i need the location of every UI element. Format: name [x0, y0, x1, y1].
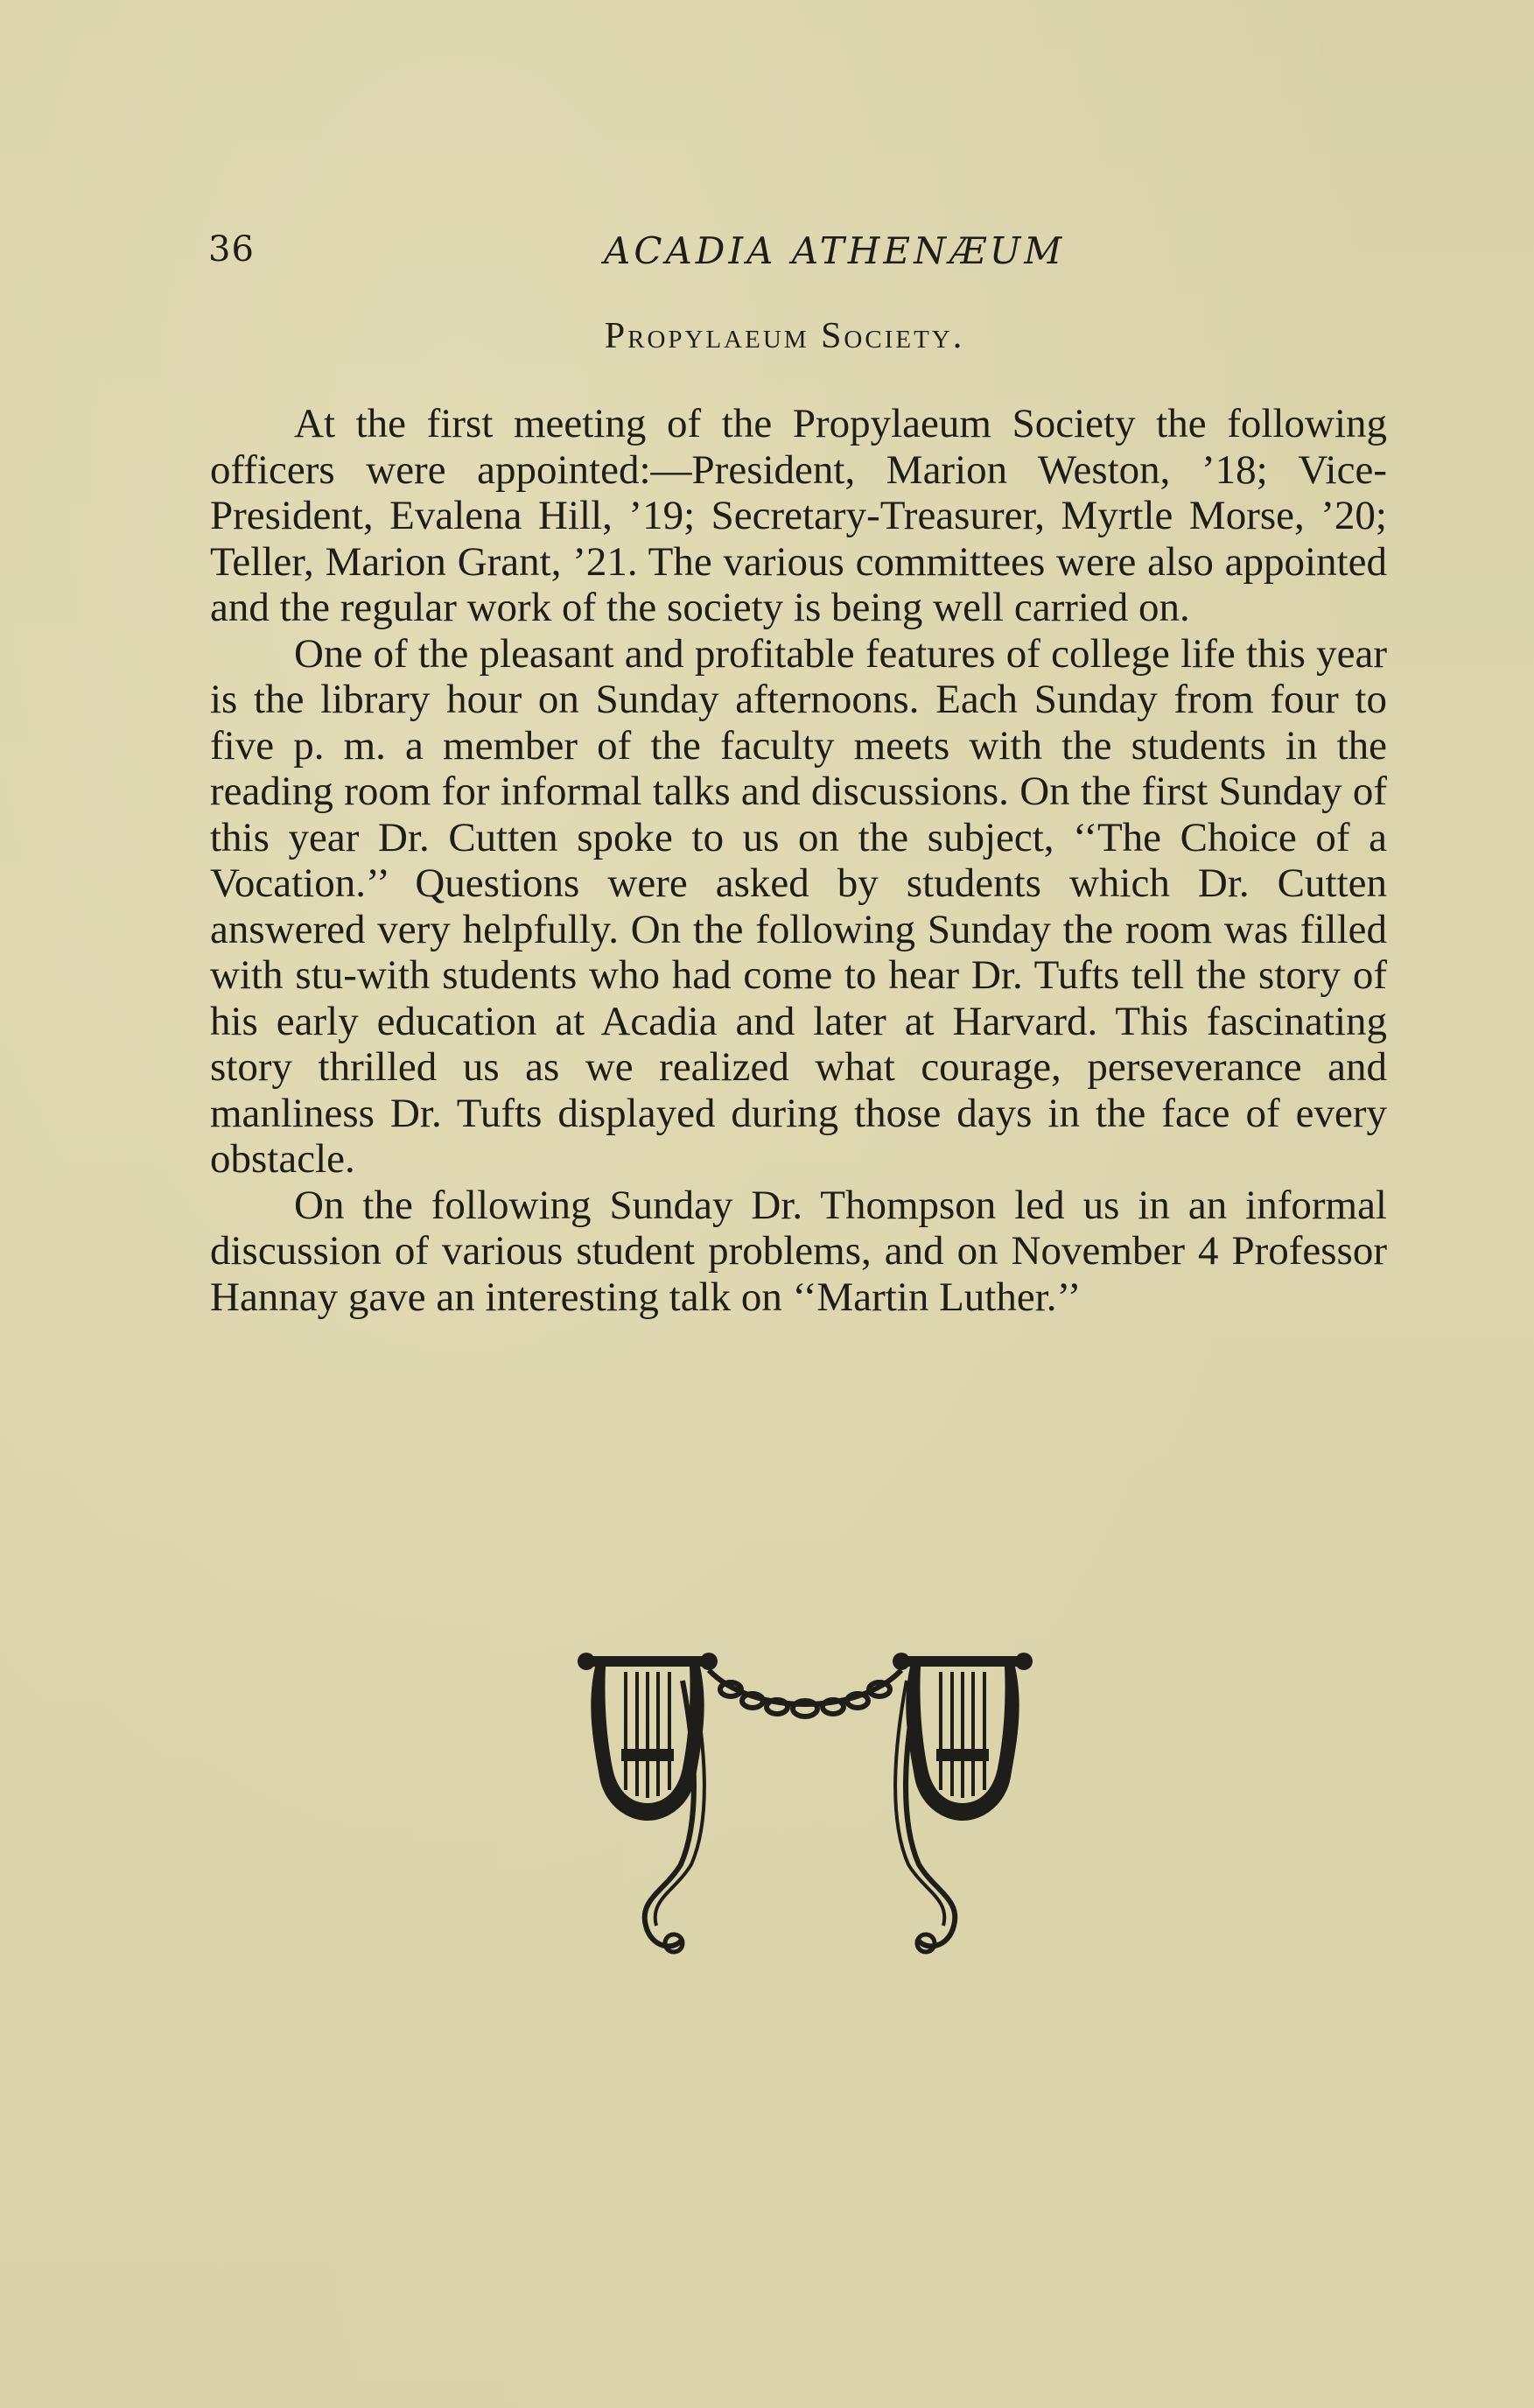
lyre-ornament-icon [578, 1646, 1033, 1969]
right-lyre-icon [893, 1653, 1033, 1952]
left-lyre-icon [578, 1653, 718, 1952]
section-title: Propylaeum Society. [604, 316, 965, 356]
paragraph: At the first meeting of the Propylaeum Society the following officers were appointed:—President, Marion Weston, ’18; Vice-President, Evalena Hill, ’19; Secretary-Treasurer, Myrtle Morse, ’20; Teller, Marion Grant, ’21. The various committees were also appointed and the regular work of the society is being well carried on. [210, 401, 1387, 630]
article-body [210, 401, 1387, 1320]
running-title: ACADIA ATHENÆUM [604, 229, 1066, 272]
page-number: 36 [208, 229, 255, 270]
paragraph: On the following Sunday Dr. Thompson led us in an informal discussion of various student problems, and on November 4 Professor Hannay gave an interesting talk on ‘‘Martin Luther.’’ [210, 1182, 1387, 1320]
paragraph: One of the pleasant and profitable features of college life this year is the library hour on Sunday afternoons. Each Sunday from four to five p. m. a member of the faculty meets with the students in the reading room for informal talks and discussions. On the first Sunday of this year Dr. Cutten spoke to us on the subject, ‘‘The Choice of a Vocation.’’ Questions were asked by students which Dr. Cutten answered very helpfully. On the following Sunday the room was filled with stu-with students who had come to hear Dr. Tufts tell the story of his early education at Acadia and later at Harvard. This fascinating story thrilled us as we realized what courage, perseverance and manliness Dr. Tufts displayed during those days in the face of every obstacle. [210, 630, 1387, 1182]
garland-chain-icon [709, 1670, 901, 1716]
